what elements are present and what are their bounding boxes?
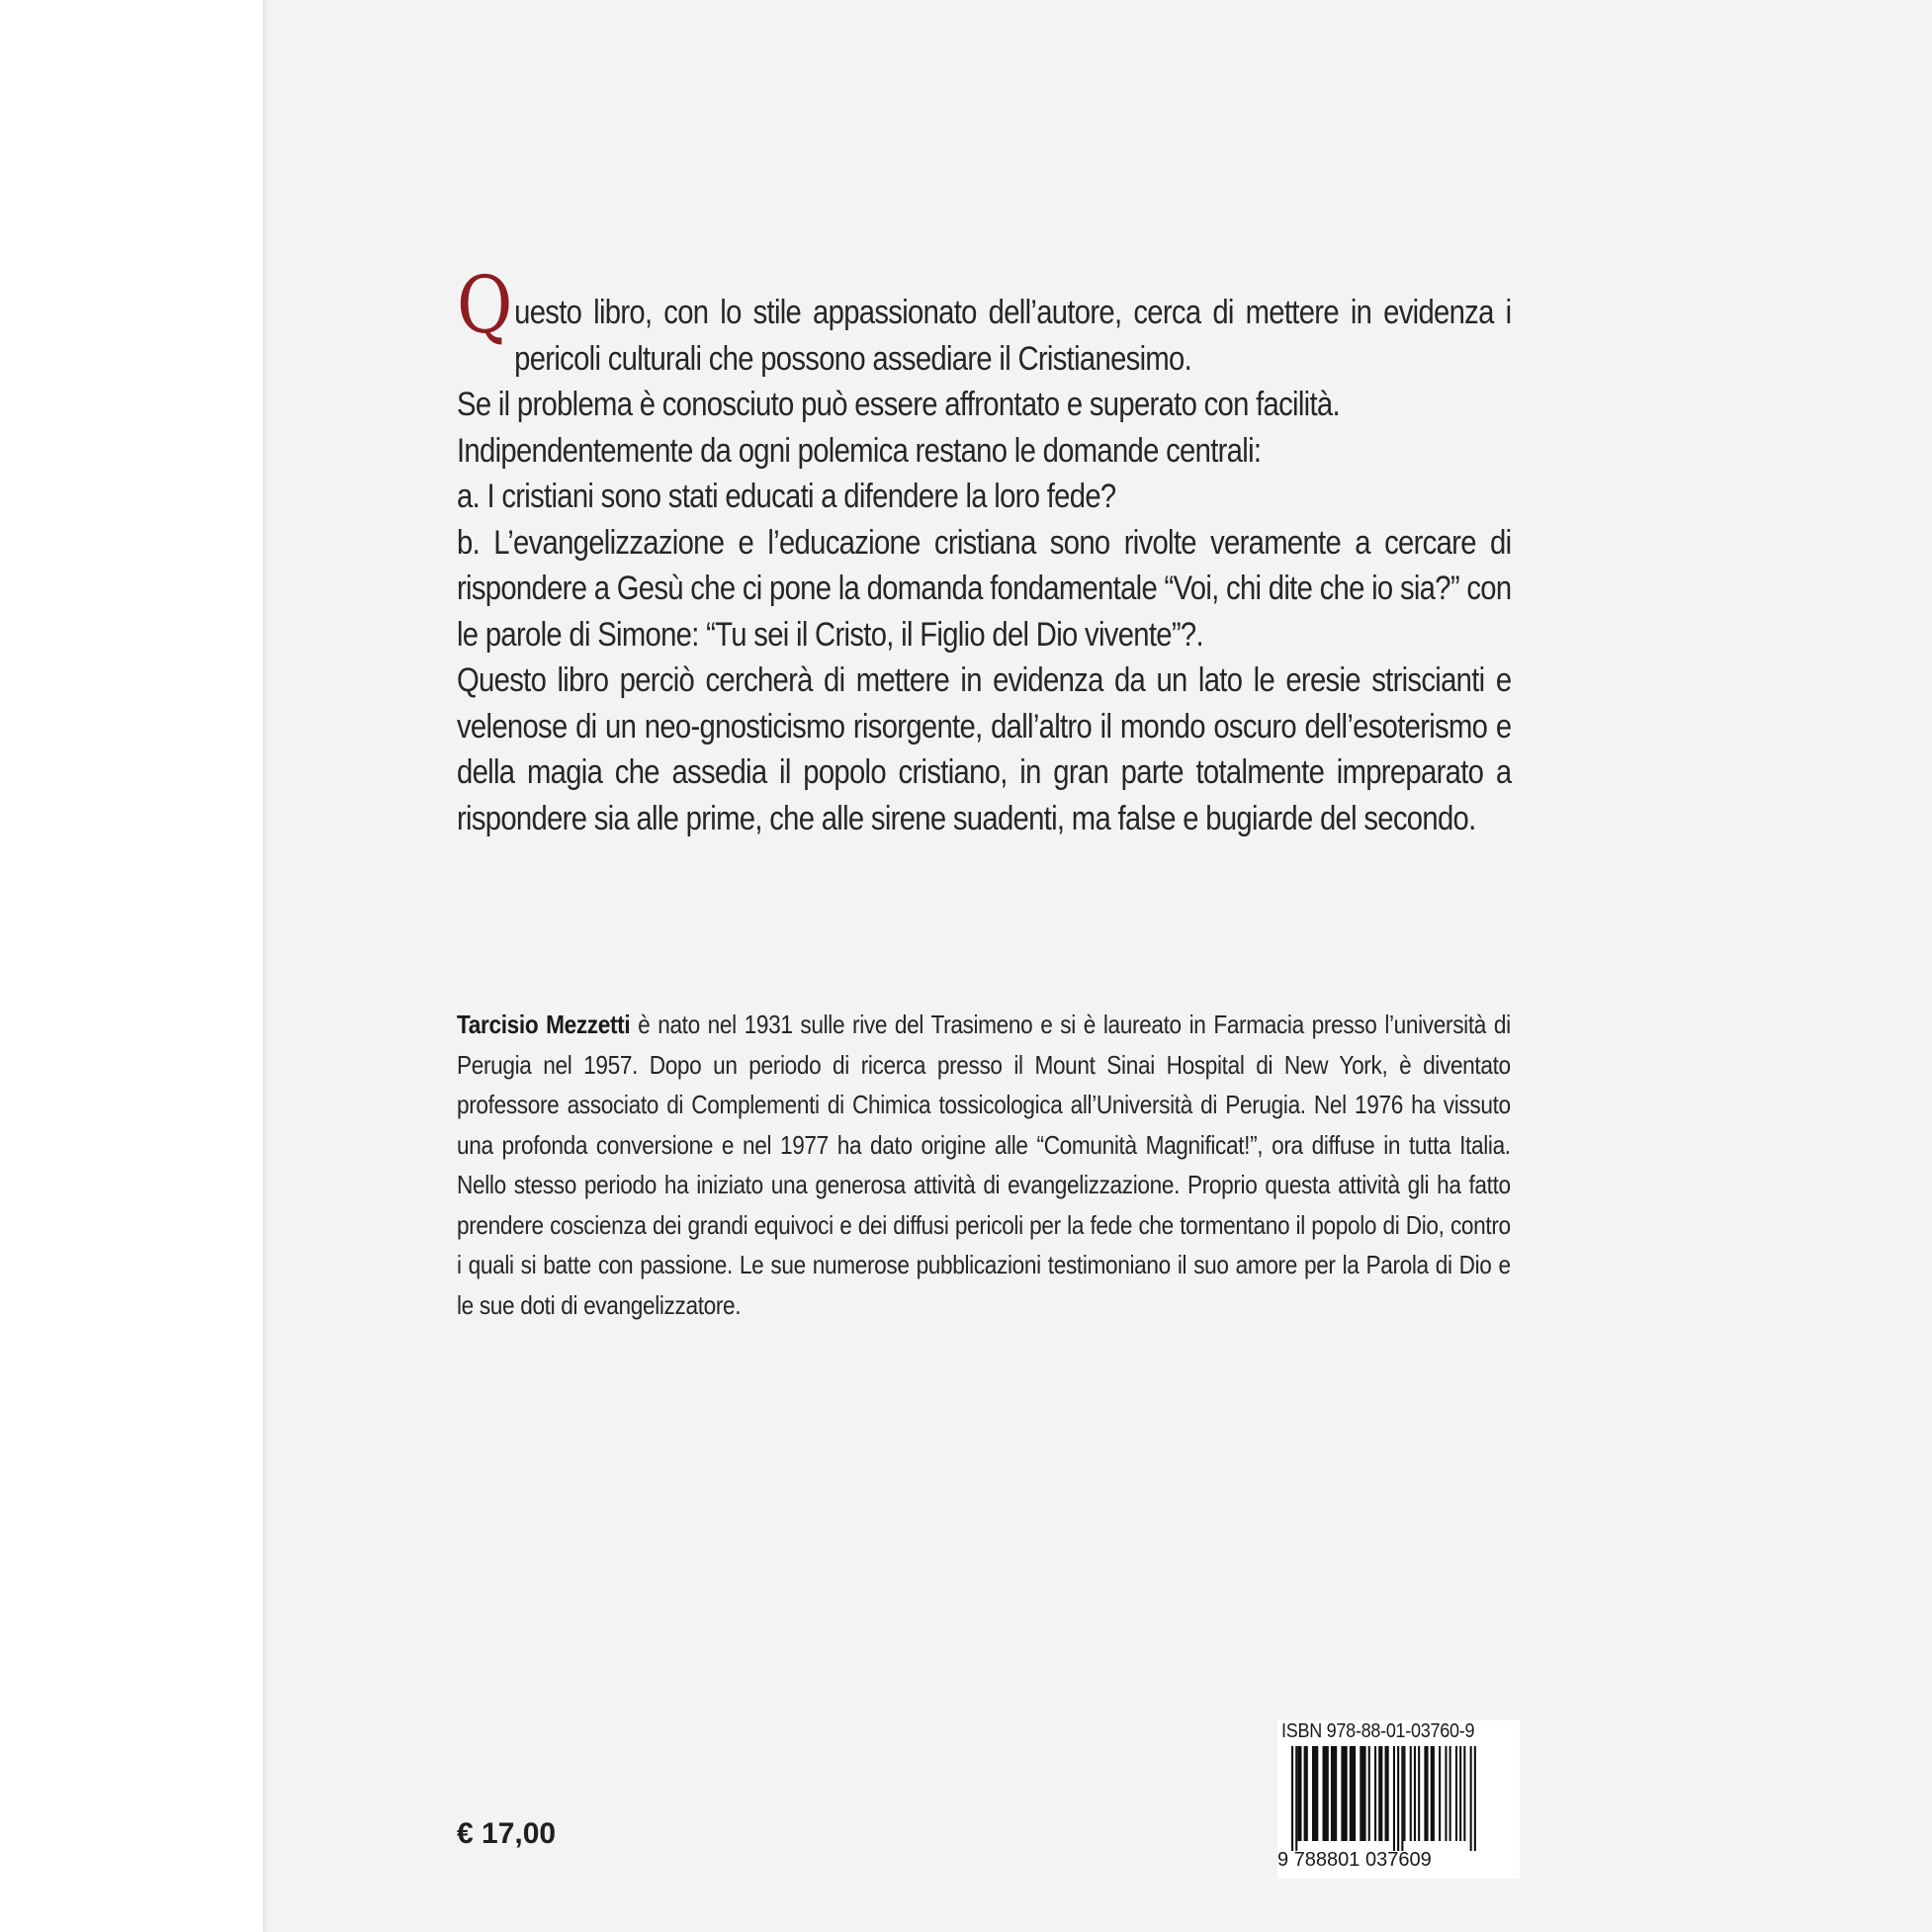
- barcode-bar: [1455, 1746, 1457, 1841]
- barcode-bar: [1360, 1746, 1365, 1841]
- barcode-bar: [1410, 1746, 1412, 1841]
- barcode-bar: [1449, 1746, 1451, 1841]
- barcode-bar: [1470, 1746, 1472, 1851]
- barcode-bar: [1291, 1746, 1293, 1851]
- barcode-bar: [1463, 1746, 1465, 1841]
- barcode-bar: [1368, 1746, 1370, 1841]
- barcode-bar: [1397, 1746, 1399, 1851]
- synopsis-paragraph-2: Se il problema è conosciuto può essere affrontato e superato con facilità.: [457, 386, 1340, 423]
- synopsis-question-a: a. I cristiani sono stati educati a difendere la loro fede?: [457, 478, 1116, 515]
- synopsis-paragraph-6: Questo libro perciò cercherà di mettere in evidenza da un lato le eresie striscianti e velenose di un neo-gnosticismo risorgente, dall’altro il mondo oscuro dell’esoterismo e della magia che assedia il popolo cristiano, in gran parte totalmente impreparato a rispondere sia alle prime, che alle sirene suadenti, ma false e bugiarde del secondo.: [457, 661, 1512, 837]
- barcode-bar: [1393, 1746, 1395, 1851]
- barcode-bar: [1459, 1746, 1461, 1841]
- barcode-bar: [1378, 1746, 1382, 1841]
- barcode-bar: [1424, 1746, 1428, 1841]
- drop-cap: Q: [457, 259, 513, 351]
- synopsis: [457, 259, 1512, 841]
- barcode-bar: [1474, 1746, 1476, 1851]
- synopsis-first-text: uesto libro, con lo stile appassionato dell’autore, cerca di mettere in evidenza i pericoli culturali che possono assediare il Cristianesimo.: [514, 294, 1512, 378]
- barcode-bar: [1350, 1746, 1356, 1841]
- barcode-bar: [1385, 1746, 1389, 1841]
- barcode-bar: [1331, 1746, 1337, 1841]
- author-bio: [457, 1005, 1511, 1325]
- barcode-bar: [1374, 1746, 1376, 1841]
- synopsis-paragraph-3: Indipendentemente da ogni polemica restano le domande centrali:: [457, 431, 1262, 470]
- barcode-bars: [1277, 1746, 1520, 1851]
- author-bio-text: è nato nel 1931 sulle rive del Trasimeno e si è laureato in Farmacia presso l’università di Perugia nel 1957. Dopo un periodo di ricerca presso il Mount Sinai Hospital di New York, è diventato professore associato di Complementi di Chimica tossicologica all’Università di Perugia. Nel 1976 ha vissuto una profonda conversione e nel 1977 ha dato origine alle “Comunità Magnificat!”, ora diffuse in tutta Italia. Nello stesso periodo ha iniziato una generosa attività di evangelizzazione. Proprio questa attività gli ha fatto prendere coscienza dei grandi equivoci e dei diffusi pericoli per la fede che tormentano il popolo di Dio, contro i quali si batte con passione. Le sue numerose pubblicazioni testimoniano il suo amore per la Parola di Dio e le sue doti di evangelizzatore.: [457, 1010, 1511, 1320]
- barcode-bar: [1304, 1746, 1308, 1841]
- barcode-bar: [1295, 1746, 1297, 1851]
- author-name: Tarcisio Mezzetti: [457, 1010, 631, 1039]
- barcode-bar: [1401, 1746, 1403, 1851]
- barcode-bar: [1323, 1746, 1329, 1841]
- barcode-bar: [1297, 1746, 1301, 1841]
- barcode-bar: [1312, 1746, 1318, 1841]
- barcode-bar: [1414, 1746, 1416, 1841]
- barcode-digits: 9 788801 037609: [1277, 1849, 1432, 1871]
- synopsis-paragraph-1: [457, 259, 1512, 382]
- isbn-label: ISBN 978-88-01-03760-9: [1281, 1720, 1475, 1742]
- barcode-bar: [1439, 1746, 1441, 1841]
- barcode-bar: [1403, 1746, 1405, 1841]
- synopsis-question-b: b. L’evangelizzazione e l’educazione cristiana sono rivolte veramente a cercare di rispondere a Gesù che ci pone la domanda fondamentale “Voi, chi dite che io sia?” con le parole di Simone: “Tu sei il Cristo, il Figlio del Dio vivente”?.: [457, 523, 1512, 654]
- barcode-bar: [1341, 1746, 1347, 1841]
- barcode-bar: [1431, 1746, 1435, 1841]
- isbn-barcode: [1277, 1720, 1520, 1879]
- price: € 17,00: [457, 1817, 557, 1850]
- barcode-bar: [1418, 1746, 1420, 1841]
- barcode-bar: [1445, 1746, 1447, 1841]
